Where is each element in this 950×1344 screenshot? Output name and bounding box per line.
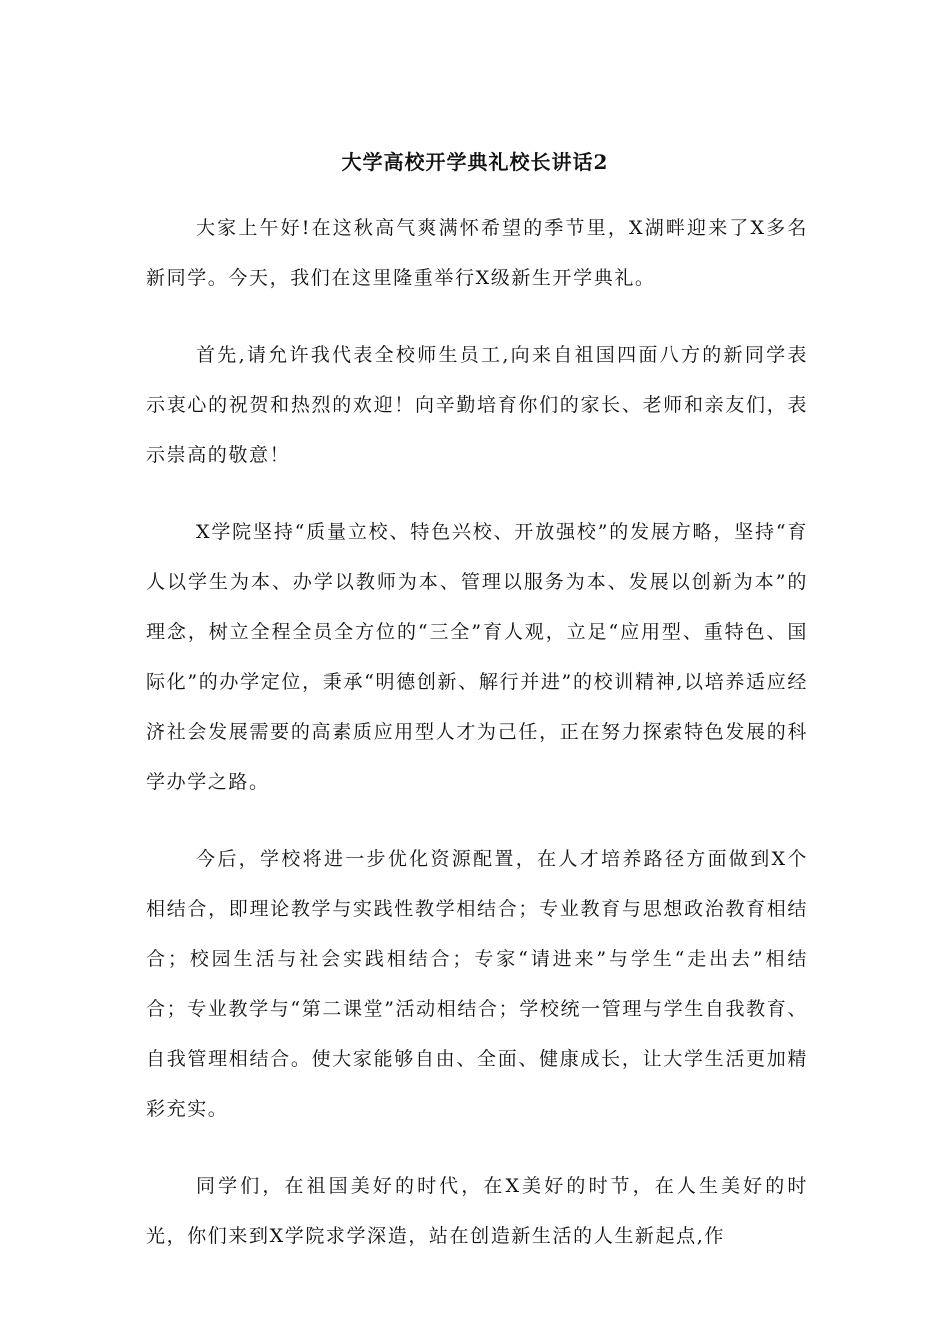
paragraph: 今后，学校将进一步优化资源配置，在人才培养路径方面做到X个相结合，即理论教学与实践性教学相结合；专业教育与思想政治教育相结合；校园生活与社会实践相结合；专家“请进来”与学生“走出去”相结合；专业教学与“第二课堂”活动相结合；学校统一管理与学生自我教育、自我管理相结合。使大家能够自由、全面、健康成长，让大学生活更加精彩充实。 — [146, 848, 808, 1120]
document-body — [146, 203, 808, 1288]
paragraph: 同学们，在祖国美好的时代，在X美好的时节，在人生美好的时光，你们来到X学院求学深造，站在创造新生活的人生新起点,作 — [146, 1175, 808, 1247]
paragraph: 大家上午好!在这秋高气爽满怀希望的季节里，X湖畔迎来了X多名新同学。今天，我们在这里隆重举行X级新生开学典礼。 — [146, 217, 808, 289]
document-title: 大学高校开学典礼校长讲话2 — [341, 150, 609, 174]
paragraph: X学院坚持“质量立校、特色兴校、开放强校”的发展方略，坚持“育人以学生为本、办学以教师为本、管理以服务为本、发展以创新为本”的理念，树立全程全员全方位的“三全”育人观，立足“应用型、重特色、国际化”的办学定位，秉承“明德创新、解行并进”的校训精神,以培养适应经济社会发展需要的高素质应用型人才为己任，正在努力探索特色发展的科学办学之路。 — [146, 521, 808, 793]
paragraph: 首先,请允许我代表全校师生员工,向来自祖国四面八方的新同学表示衷心的祝贺和热烈的欢迎！向辛勤培育你们的家长、老师和亲友们，表示崇高的敬意！ — [146, 344, 808, 466]
